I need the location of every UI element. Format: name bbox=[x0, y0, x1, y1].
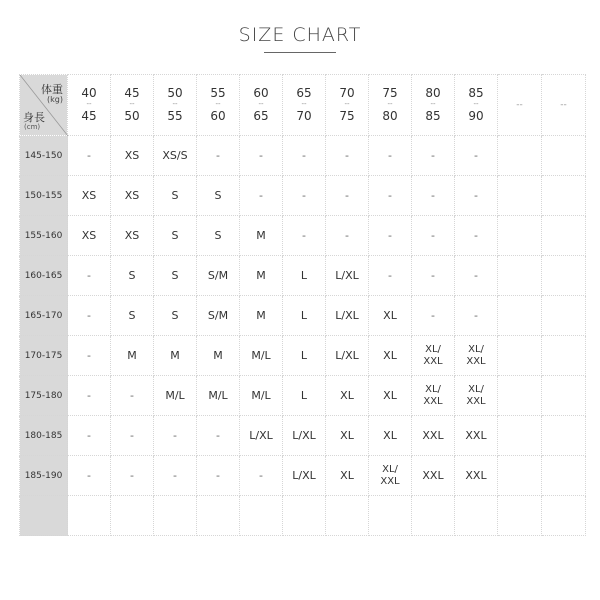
weight-range-end: 85 bbox=[425, 109, 441, 123]
weight-range-start: 70 bbox=[339, 86, 355, 100]
size-cell: M bbox=[240, 296, 283, 336]
size-cell: S/M bbox=[197, 256, 240, 296]
weight-range-separator: -- bbox=[473, 100, 479, 108]
weight-column-header bbox=[369, 75, 412, 136]
size-cell: - bbox=[326, 216, 369, 256]
size-cell: M bbox=[197, 336, 240, 376]
height-range-label: 185-190 bbox=[20, 456, 68, 496]
size-cell: - bbox=[412, 176, 455, 216]
table-row bbox=[20, 336, 586, 376]
size-cell: S bbox=[197, 176, 240, 216]
size-cell: L/XL bbox=[283, 456, 326, 496]
size-cell: XL bbox=[369, 416, 412, 456]
size-cell: XL bbox=[369, 376, 412, 416]
height-range-label: 155-160 bbox=[20, 216, 68, 256]
weight-range-start: 45 bbox=[124, 86, 140, 100]
weight-range-separator: -- bbox=[86, 100, 92, 108]
height-range-label: 145-150 bbox=[20, 136, 68, 176]
size-cell: - bbox=[412, 136, 455, 176]
size-cell bbox=[498, 216, 542, 256]
size-cell: M/L bbox=[240, 336, 283, 376]
size-cell: S bbox=[154, 296, 197, 336]
height-range-label: 180-185 bbox=[20, 416, 68, 456]
size-cell: - bbox=[240, 176, 283, 216]
size-cell bbox=[542, 376, 586, 416]
size-cell bbox=[498, 456, 542, 496]
size-cell: - bbox=[111, 376, 154, 416]
size-cell bbox=[542, 416, 586, 456]
size-cell: - bbox=[455, 136, 498, 176]
size-cell: - bbox=[68, 296, 111, 336]
weight-range-start: 55 bbox=[210, 86, 226, 100]
weight-range-separator: -- bbox=[301, 100, 307, 108]
size-cell: - bbox=[68, 376, 111, 416]
size-cell bbox=[111, 496, 154, 536]
corner-cell bbox=[20, 75, 68, 136]
size-cell: L bbox=[283, 376, 326, 416]
weight-range-separator: -- bbox=[172, 100, 178, 108]
size-cell: L/XL bbox=[326, 336, 369, 376]
size-cell bbox=[498, 256, 542, 296]
size-cell: - bbox=[369, 176, 412, 216]
size-cell: S bbox=[111, 256, 154, 296]
size-cell: L/XL bbox=[326, 256, 369, 296]
size-cell bbox=[498, 136, 542, 176]
title-underline bbox=[264, 52, 336, 53]
weight-range-start: -- bbox=[516, 99, 523, 110]
size-cell: XS bbox=[111, 176, 154, 216]
size-cell bbox=[369, 496, 412, 536]
height-range-label bbox=[20, 496, 68, 536]
height-range-label: 175-180 bbox=[20, 376, 68, 416]
size-cell: L/XL bbox=[240, 416, 283, 456]
size-cell: - bbox=[455, 256, 498, 296]
height-unit: (cm) bbox=[24, 123, 41, 131]
size-cell: S bbox=[111, 296, 154, 336]
size-cell: S/M bbox=[197, 296, 240, 336]
weight-range-separator: -- bbox=[129, 100, 135, 108]
size-cell bbox=[498, 296, 542, 336]
size-cell: - bbox=[197, 136, 240, 176]
weight-column-header bbox=[283, 75, 326, 136]
size-cell: L bbox=[283, 256, 326, 296]
size-cell: - bbox=[412, 256, 455, 296]
height-range-label: 150-155 bbox=[20, 176, 68, 216]
weight-range-start: 80 bbox=[425, 86, 441, 100]
weight-range-end: 55 bbox=[167, 109, 183, 123]
size-chart-table bbox=[19, 74, 586, 536]
size-cell: XL/ XXL bbox=[412, 336, 455, 376]
size-cell: XXL bbox=[455, 456, 498, 496]
size-cell bbox=[455, 496, 498, 536]
size-cell: XXL bbox=[412, 416, 455, 456]
size-cell: - bbox=[240, 456, 283, 496]
size-cell: - bbox=[283, 216, 326, 256]
size-cell: - bbox=[283, 176, 326, 216]
size-cell: M bbox=[240, 256, 283, 296]
size-cell bbox=[154, 496, 197, 536]
weight-range-end: 70 bbox=[296, 109, 312, 123]
size-cell bbox=[498, 176, 542, 216]
size-cell: XS bbox=[68, 216, 111, 256]
size-cell: XL bbox=[326, 376, 369, 416]
size-cell: - bbox=[68, 256, 111, 296]
size-cell bbox=[542, 336, 586, 376]
size-cell bbox=[197, 496, 240, 536]
size-cell: - bbox=[154, 456, 197, 496]
weight-range-start: 40 bbox=[81, 86, 97, 100]
size-cell bbox=[542, 176, 586, 216]
table-row bbox=[20, 456, 586, 496]
height-range-label: 170-175 bbox=[20, 336, 68, 376]
size-cell: - bbox=[111, 416, 154, 456]
size-cell: M bbox=[240, 216, 283, 256]
weight-range-end: 75 bbox=[339, 109, 355, 123]
size-cell: - bbox=[369, 216, 412, 256]
size-cell: S bbox=[154, 216, 197, 256]
size-cell: - bbox=[455, 176, 498, 216]
size-cell: XS bbox=[111, 216, 154, 256]
size-cell bbox=[240, 496, 283, 536]
weight-range-separator: -- bbox=[430, 100, 436, 108]
height-range-label: 160-165 bbox=[20, 256, 68, 296]
size-cell: - bbox=[369, 256, 412, 296]
size-cell: L/XL bbox=[283, 416, 326, 456]
size-cell: - bbox=[369, 136, 412, 176]
size-cell: - bbox=[154, 416, 197, 456]
size-cell bbox=[542, 496, 586, 536]
size-cell bbox=[542, 216, 586, 256]
size-cell bbox=[326, 496, 369, 536]
size-cell bbox=[412, 496, 455, 536]
size-cell: XS bbox=[111, 136, 154, 176]
weight-column-header bbox=[455, 75, 498, 136]
size-cell: S bbox=[154, 176, 197, 216]
weight-label: 体重 bbox=[41, 83, 63, 96]
size-cell bbox=[498, 416, 542, 456]
size-cell: XS/S bbox=[154, 136, 197, 176]
size-cell bbox=[498, 376, 542, 416]
weight-range-separator: -- bbox=[215, 100, 221, 108]
size-cell: - bbox=[283, 136, 326, 176]
weight-range-end: 90 bbox=[468, 109, 484, 123]
weight-column-header bbox=[542, 75, 586, 136]
weight-column-header bbox=[154, 75, 197, 136]
size-cell: - bbox=[68, 416, 111, 456]
table-row bbox=[20, 496, 586, 536]
weight-range-start: 50 bbox=[167, 86, 183, 100]
size-cell bbox=[283, 496, 326, 536]
size-cell: - bbox=[455, 216, 498, 256]
size-cell: XL bbox=[369, 336, 412, 376]
size-cell bbox=[498, 336, 542, 376]
size-cell: M/L bbox=[240, 376, 283, 416]
weight-column-header bbox=[326, 75, 369, 136]
table-row bbox=[20, 296, 586, 336]
weight-column-header bbox=[412, 75, 455, 136]
size-cell: - bbox=[197, 416, 240, 456]
size-cell: - bbox=[455, 296, 498, 336]
weight-column-header bbox=[197, 75, 240, 136]
size-cell: - bbox=[240, 136, 283, 176]
size-cell bbox=[68, 496, 111, 536]
size-cell: - bbox=[326, 136, 369, 176]
size-cell: - bbox=[68, 136, 111, 176]
weight-range-separator: -- bbox=[387, 100, 393, 108]
weight-range-start: 85 bbox=[468, 86, 484, 100]
height-range-label: 165-170 bbox=[20, 296, 68, 336]
weight-range-separator: -- bbox=[258, 100, 264, 108]
size-cell: XL/ XXL bbox=[455, 336, 498, 376]
weight-range-separator: -- bbox=[344, 100, 350, 108]
weight-column-header bbox=[68, 75, 111, 136]
weight-column-header bbox=[498, 75, 542, 136]
size-cell: M bbox=[111, 336, 154, 376]
page-title: SIZE CHART bbox=[238, 24, 362, 46]
size-cell bbox=[498, 496, 542, 536]
weight-range-start: -- bbox=[560, 99, 567, 110]
size-cell: L/XL bbox=[326, 296, 369, 336]
size-cell: XXL bbox=[455, 416, 498, 456]
weight-range-start: 75 bbox=[382, 86, 398, 100]
weight-column-header bbox=[111, 75, 154, 136]
weight-range-start: 65 bbox=[296, 86, 312, 100]
height-label: 身長 bbox=[23, 111, 45, 124]
size-cell: XXL bbox=[412, 456, 455, 496]
size-cell: L bbox=[283, 336, 326, 376]
size-cell: XL/ XXL bbox=[455, 376, 498, 416]
weight-range-end: 60 bbox=[210, 109, 226, 123]
weight-range-end: 45 bbox=[81, 109, 97, 123]
size-cell: S bbox=[197, 216, 240, 256]
weight-column-header bbox=[240, 75, 283, 136]
weight-range-end: 80 bbox=[382, 109, 398, 123]
size-cell: - bbox=[412, 296, 455, 336]
size-cell: L bbox=[283, 296, 326, 336]
weight-range-start: 60 bbox=[253, 86, 269, 100]
size-cell bbox=[542, 296, 586, 336]
size-cell bbox=[542, 256, 586, 296]
size-cell: XL/ XXL bbox=[369, 456, 412, 496]
table-row bbox=[20, 376, 586, 416]
size-cell: - bbox=[68, 456, 111, 496]
size-cell: - bbox=[111, 456, 154, 496]
size-cell: XL/ XXL bbox=[412, 376, 455, 416]
size-cell: M bbox=[154, 336, 197, 376]
weight-range-end: 65 bbox=[253, 109, 269, 123]
size-cell bbox=[542, 456, 586, 496]
size-cell: S bbox=[154, 256, 197, 296]
table-row bbox=[20, 136, 586, 176]
size-cell bbox=[542, 136, 586, 176]
size-cell: M/L bbox=[197, 376, 240, 416]
size-cell: XS bbox=[68, 176, 111, 216]
weight-unit: (kg) bbox=[47, 95, 63, 104]
table-row bbox=[20, 216, 586, 256]
weight-range-end: 50 bbox=[124, 109, 140, 123]
size-cell: - bbox=[68, 336, 111, 376]
size-cell: XL bbox=[369, 296, 412, 336]
size-cell: - bbox=[326, 176, 369, 216]
table-row bbox=[20, 256, 586, 296]
size-cell: XL bbox=[326, 416, 369, 456]
size-cell: XL bbox=[326, 456, 369, 496]
size-cell: - bbox=[197, 456, 240, 496]
header-row bbox=[20, 75, 586, 136]
table-row bbox=[20, 176, 586, 216]
size-cell: M/L bbox=[154, 376, 197, 416]
size-cell: - bbox=[412, 216, 455, 256]
table-row bbox=[20, 416, 586, 456]
